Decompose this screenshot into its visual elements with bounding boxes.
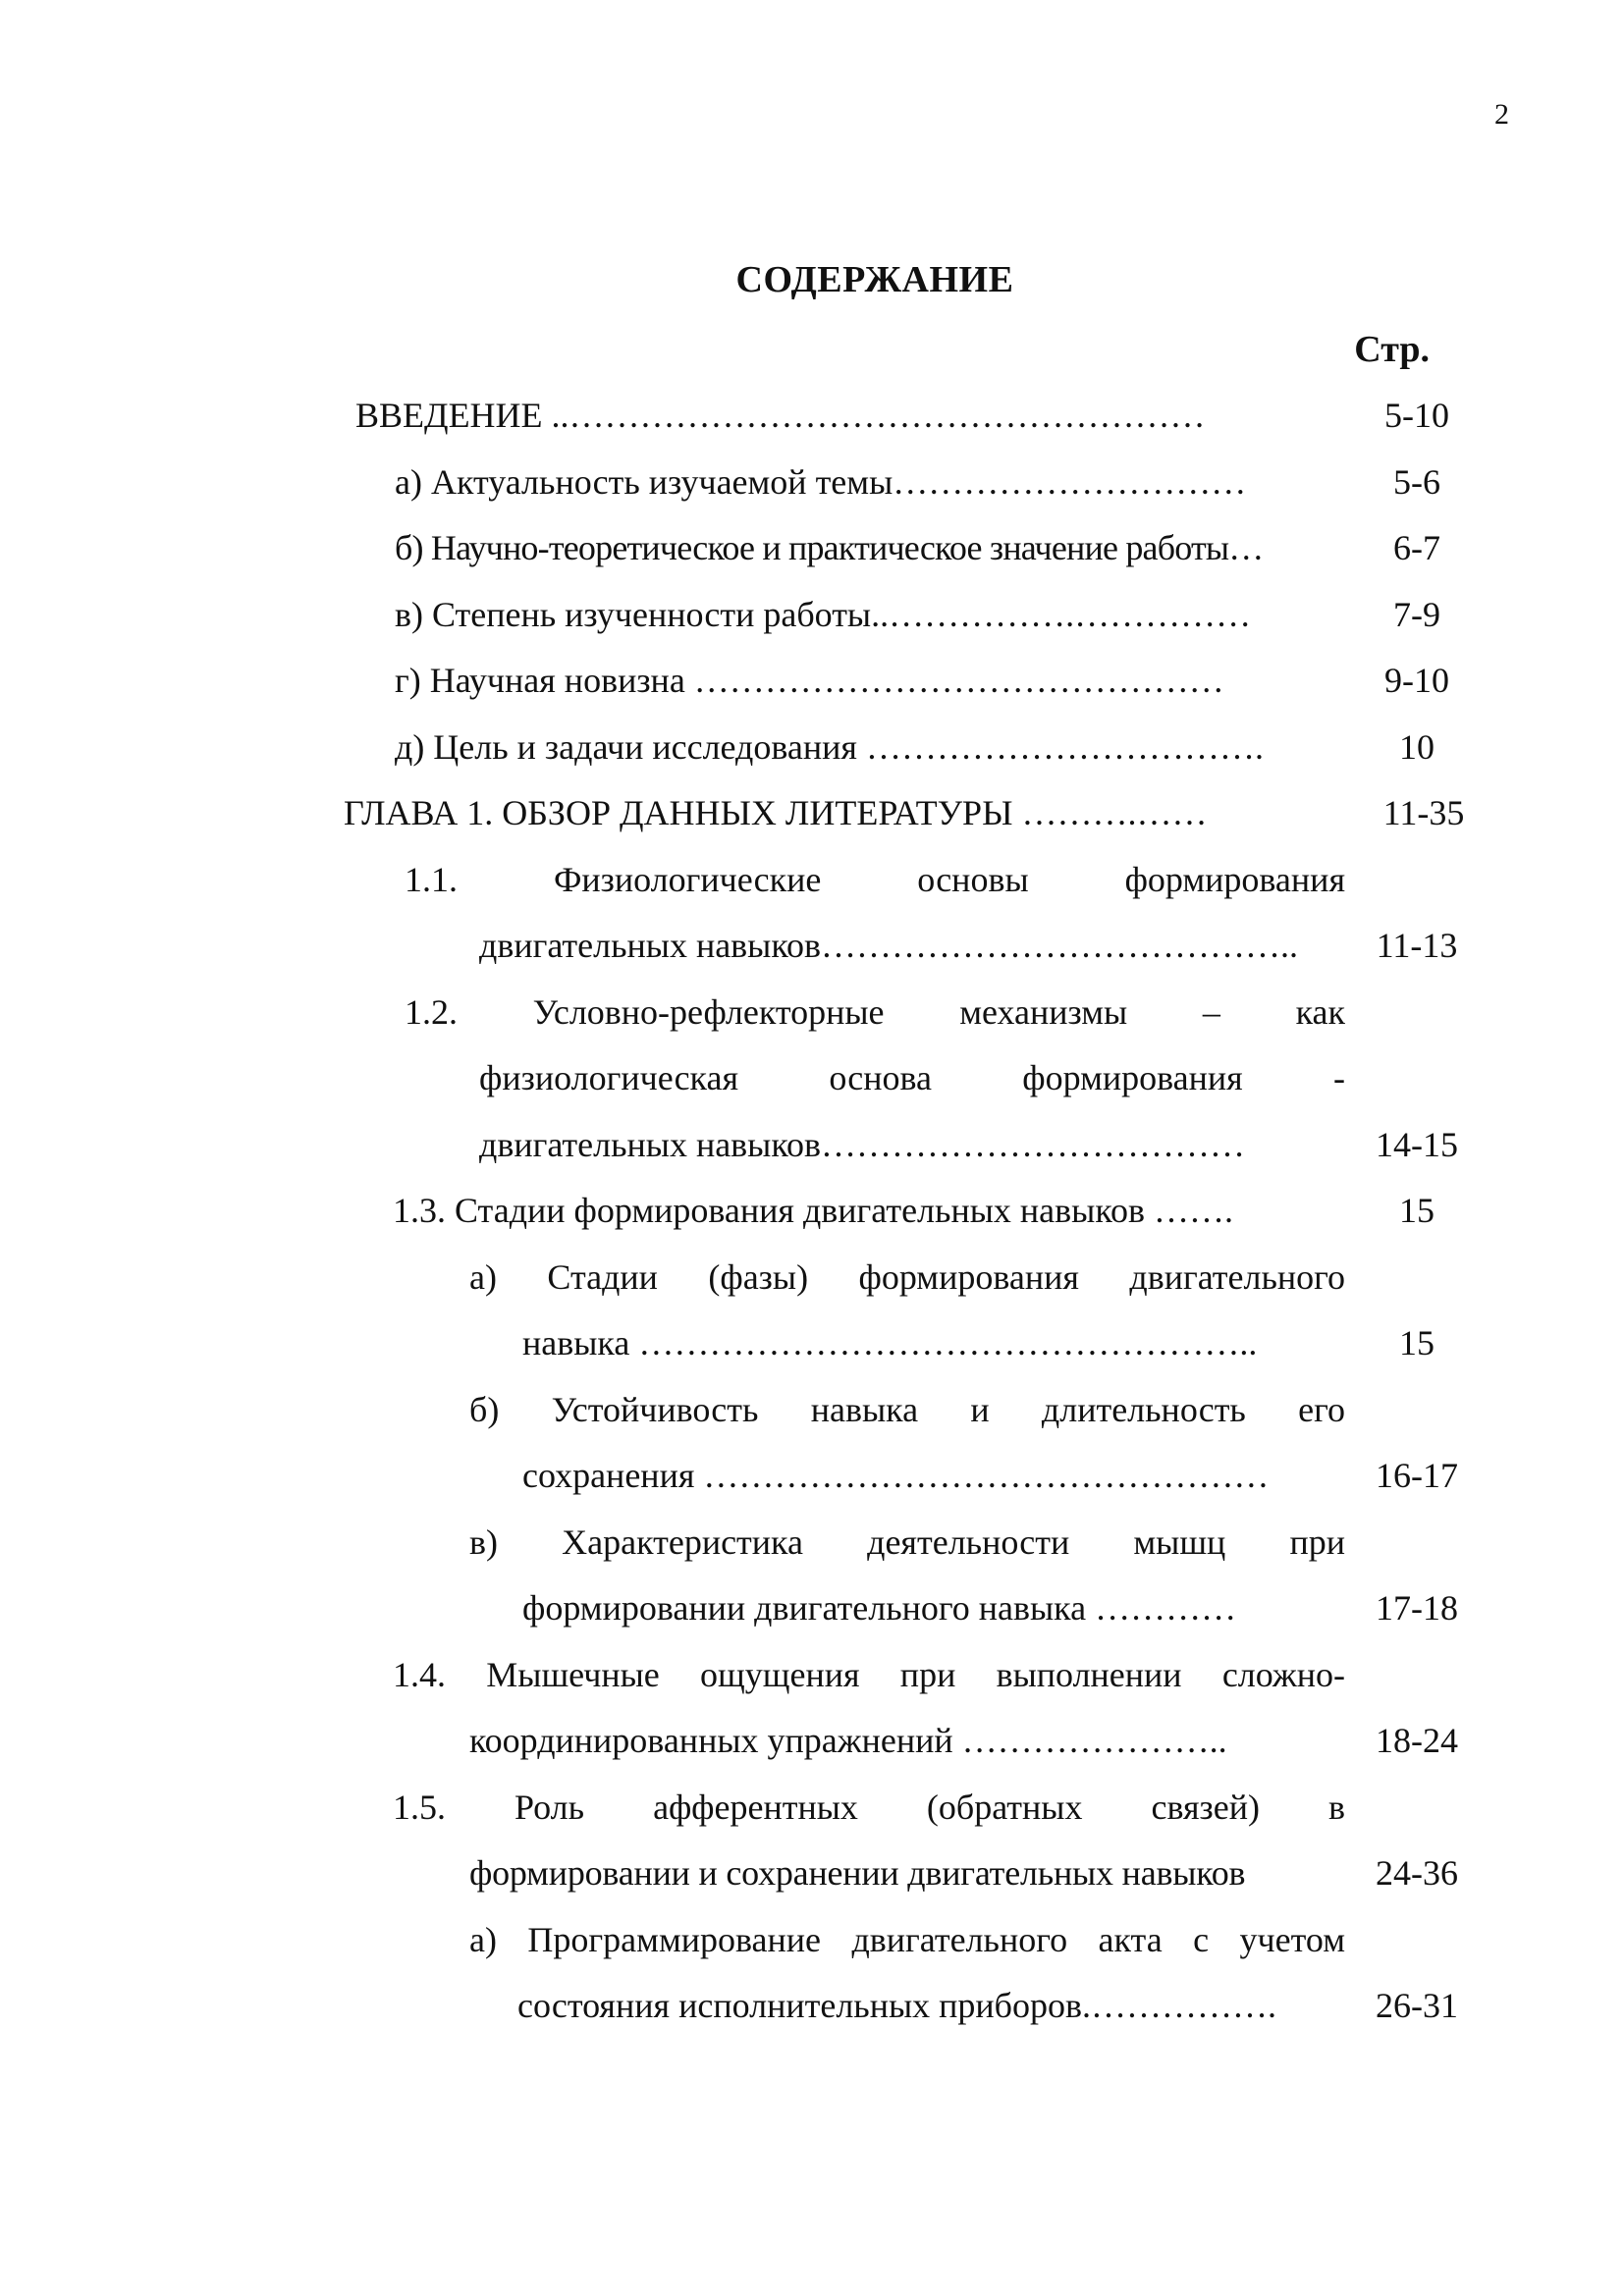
toc-entry-text: 1.3. Стадии формирования двигательных навыков …….	[393, 1191, 1233, 1230]
toc-entry-pages: 17-18	[1376, 1588, 1458, 1628]
toc-entry-text: б) Устойчивость навыка и длительность его	[469, 1390, 1345, 1429]
toc-entry-text: формировании двигательного навыка …………	[522, 1588, 1237, 1628]
page-title: СОДЕРЖАНИЕ	[735, 259, 1014, 300]
toc-entry-text: б) Научно-теоретическое и практическое значение работы…	[395, 528, 1264, 567]
toc-entry-pages: 24-36	[1376, 1853, 1458, 1893]
toc-entry-text: навыка ……………………………………………..	[522, 1323, 1258, 1362]
toc-entry-pages: 9-10	[1384, 661, 1449, 700]
toc-entry-pages: 7-9	[1393, 595, 1440, 634]
pages-column-header: Стр.	[1354, 329, 1430, 370]
toc-entry-text: ВВЕДЕНИЕ ..………………………………………………	[355, 396, 1206, 435]
toc-entry-text: координированных упражнений …………………..	[469, 1721, 1227, 1760]
toc-entry-pages: 18-24	[1376, 1721, 1458, 1760]
toc-entry-pages: 10	[1399, 727, 1435, 767]
toc-entry-text: 1.1. Физиологические основы формирования	[405, 860, 1345, 899]
toc-entry-text: состояния исполнительных приборов.…………….	[517, 1986, 1276, 2025]
page-number: 2	[1494, 98, 1509, 131]
toc-entry-text: сохранения …………………………………………	[522, 1456, 1270, 1495]
toc-entry-pages: 15	[1399, 1323, 1435, 1362]
toc-entry-text: 1.2. Условно-рефлекторные механизмы – как	[405, 992, 1345, 1032]
toc-entry-pages: 5-10	[1384, 396, 1449, 435]
toc-entry-pages: 11-35	[1382, 793, 1465, 832]
toc-entry-text: а) Стадии (фазы) формирования двигательного	[469, 1257, 1345, 1297]
toc-entry-pages: 6-7	[1393, 528, 1440, 567]
toc-entry-text: а) Актуальность изучаемой темы…………………………	[395, 462, 1247, 502]
toc-entry-text: а) Программирование двигательного акта с учетом	[469, 1920, 1345, 1959]
toc-entry-text: 1.5. Роль афферентных (обратных связей) в	[393, 1788, 1345, 1827]
toc-entry-text: г) Научная новизна ………………………………………	[395, 661, 1224, 700]
toc-entry-text: д) Цель и задачи исследования …………………………….	[395, 727, 1264, 767]
toc-entry-text: формировании и сохранении двигательных навыков	[469, 1853, 1246, 1893]
toc-entry-text: в) Характеристика деятельности мышц при	[469, 1522, 1345, 1562]
toc-entry-pages: 26-31	[1376, 1986, 1458, 2025]
toc-entry-pages: 5-6	[1393, 462, 1440, 502]
toc-entry-text: в) Степень изученности работы..…………….……………	[395, 595, 1252, 634]
toc-entry-text: ГЛАВА 1. ОБЗОР ДАННЫХ ЛИТЕРАТУРЫ ……….……	[344, 793, 1208, 832]
toc-entry-pages: 11-13	[1376, 926, 1458, 965]
toc-entry-text: двигательных навыков…………………………………..	[479, 926, 1299, 965]
toc-entry-pages: 16-17	[1376, 1456, 1458, 1495]
toc-entry-pages: 15	[1399, 1191, 1435, 1230]
toc-entry-pages: 14-15	[1376, 1125, 1458, 1164]
toc-entry-text: 1.4. Мышечные ощущения при выполнении сложно-	[393, 1655, 1345, 1694]
toc-entry-text: физиологическая основа формирования -	[479, 1058, 1345, 1097]
toc-entry-text: двигательных навыков………………………………	[479, 1125, 1246, 1164]
